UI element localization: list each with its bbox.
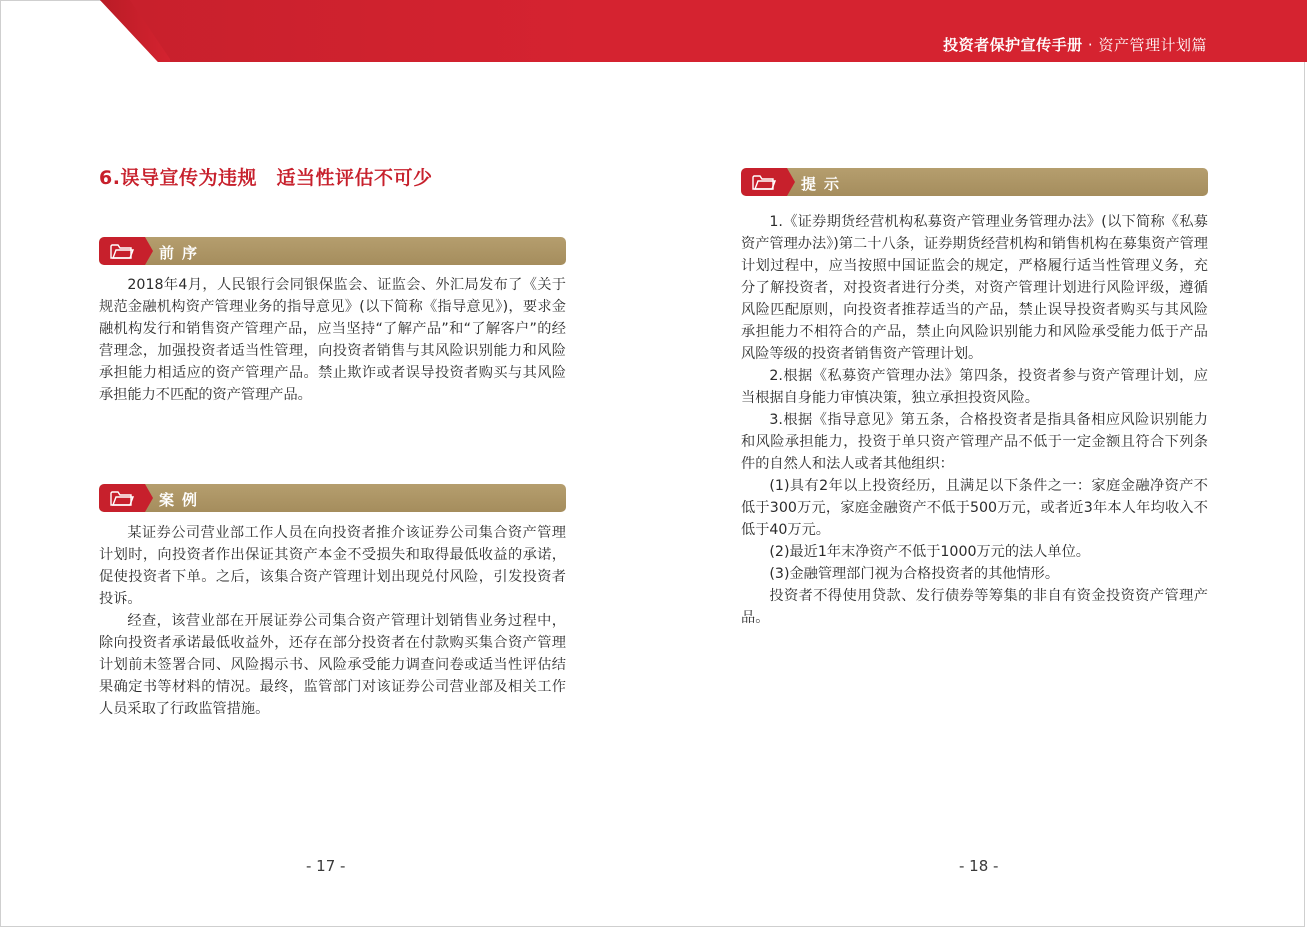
header-title-main: 投资者保护宣传手册 — [943, 36, 1083, 54]
tip-paragraph-1: 1.《证券期货经营机构私募资产管理业务管理办法》(以下简称《私募资产管理办法》)第二十八条，证券期货经营机构和销售机构在募集资产管理计划过程中，应当按照中国证监会的规定，严格履行适当性管理义务，充分了解投资者，对投资者进行分类，对资产管理计划进行风险评级，遵循风险匹配原则，向投资者推荐适当的产品，禁止误导投资者购买与其风险承担能力不相符合的产品，禁止向风险识别能力和风险承受能力低于产品风险等级的投资者销售资产管理计划。 — [741, 214, 1208, 362]
preface-paragraph-1: 2018年4月，人民银行会同银保监会、证监会、外汇局发布了《关于规范金融机构资产管理业务的指导意见》(以下简称《指导意见》)，要求金融机构发行和销售资产管理产品，应当坚持“了解产品”和“了解客户”的经营理念，加强投资者适当性管理，向投资者销售与其风险识别能力和风险承担能力相适应的资产管理产品。禁止欺诈或者误导投资者购买与其风险承担能力不匹配的资产管理产品。 — [99, 277, 566, 403]
chapter-title: 6.误导宣传为违规 适当性评估不可少 — [99, 167, 433, 189]
tip-paragraph-4: (1)具有2年以上投资经历，且满足以下条件之一：家庭金融净资产不低于300万元，家庭金融资产不低于500万元，或者近3年本人年均收入不低于40万元。 — [741, 478, 1208, 538]
tip-paragraph-5: (2)最近1年末净资产不低于1000万元的法人单位。 — [769, 544, 1090, 560]
tip-paragraph-7: 投资者不得使用贷款、发行债券等筹集的非自有资金投资资产管理产品。 — [741, 588, 1208, 626]
section-bar-tip — [741, 168, 1208, 196]
case-paragraph-2: 经查，该营业部在开展证券公司集合资产管理计划销售业务过程中，除向投资者承诺最低收益外，还存在部分投资者在付款购买集合资产管理计划前未签署合同、风险揭示书、风险承受能力调查问卷或适当性评估结果确定书等材料的情况。最终，监管部门对该证券公司营业部及相关工作人员采取了行政监管措施。 — [99, 613, 566, 717]
page-number-left: - 17 - — [306, 857, 346, 875]
header-banner — [0, 0, 1307, 62]
header-title-sub: 资产管理计划篇 — [1098, 36, 1207, 54]
section-tab — [741, 168, 787, 196]
tip-paragraph-2: 2.根据《私募资产管理办法》第四条，投资者参与资产管理计划，应当根据自身能力审慎决策，独立承担投资风险。 — [741, 368, 1208, 406]
folder-icon — [110, 490, 134, 506]
folder-icon — [752, 174, 776, 190]
section-tab — [99, 237, 145, 265]
section-label-case: 案例 — [159, 491, 206, 509]
tip-paragraph-6: (3)金融管理部门视为合格投资者的其他情形。 — [769, 566, 1060, 582]
section-bar-case — [99, 484, 566, 512]
page-number-right: - 18 - — [959, 857, 999, 875]
section-bar-preface — [99, 237, 566, 265]
preface-text — [99, 274, 566, 406]
header-title-separator: · — [1087, 36, 1094, 54]
case-text — [99, 522, 566, 720]
case-paragraph-1: 某证券公司营业部工作人员在向投资者推介该证券公司集合资产管理计划时，向投资者作出保证其资产本金不受损失和取得最低收益的承诺，促使投资者下单。之后，该集合资产管理计划出现兑付风险，引发投资者投诉。 — [99, 525, 566, 607]
section-label-preface: 前序 — [159, 244, 206, 262]
header-title — [943, 34, 1207, 55]
tip-paragraph-3: 3.根据《指导意见》第五条，合格投资者是指具备相应风险识别能力和风险承担能力，投资于单只资产管理产品不低于一定金额且符合下列条件的自然人和法人或者其他组织： — [741, 412, 1208, 472]
section-tab — [99, 484, 145, 512]
folder-icon — [110, 243, 134, 259]
section-label-tip: 提示 — [801, 175, 848, 193]
tip-text — [741, 211, 1208, 629]
